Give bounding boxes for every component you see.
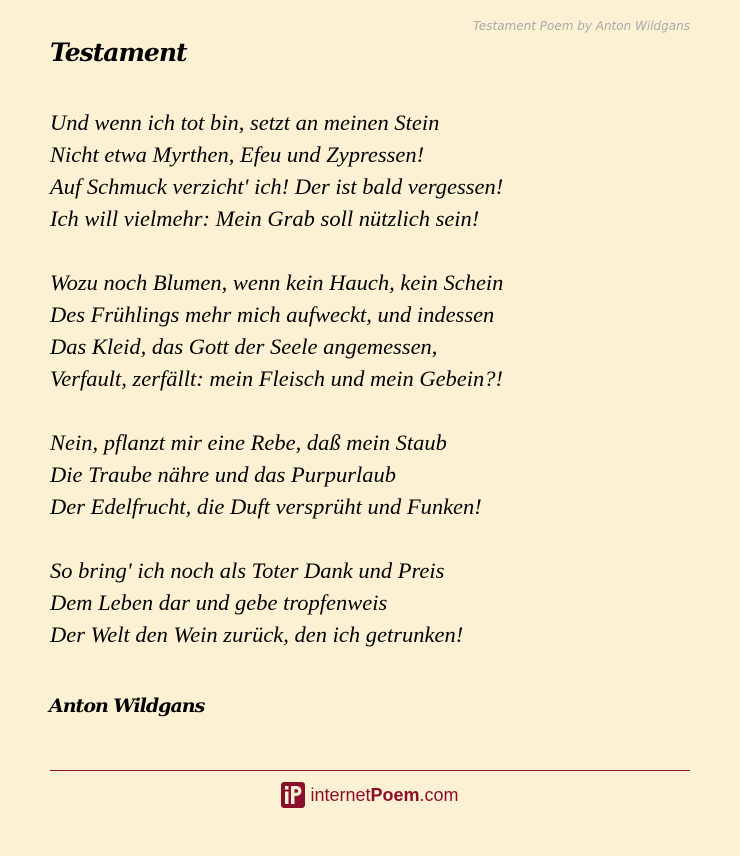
internetpoem-logo-icon (281, 782, 305, 808)
poem-author: Anton Wildgans (49, 695, 205, 717)
poem-line: Des Frühlings mehr mich aufweckt, und indessen (50, 302, 495, 327)
brand-name (310, 785, 458, 806)
poem-line: Nicht etwa Myrthen, Efeu und Zypressen! (50, 142, 425, 167)
footer-divider (50, 770, 690, 771)
poem-line: Verfault, zerfällt: mein Fleisch und mein Gebein?! (50, 366, 504, 391)
poem-body (50, 107, 503, 651)
header-credit: Testament Poem by Anton Wildgans (473, 19, 690, 33)
poem-line: Nein, pflanzt mir eine Rebe, daß mein Staub (50, 430, 447, 455)
stanza-2 (50, 267, 503, 395)
poem-line: Auf Schmuck verzicht' ich! Der ist bald vergessen! (50, 174, 504, 199)
poem-line: Der Welt den Wein zurück, den ich getrunken! (50, 622, 464, 647)
poem-line: Die Traube nähre und das Purpurlaub (50, 462, 397, 487)
stanza-3 (50, 427, 503, 523)
brand-prefix: internet (310, 784, 371, 805)
brand-suffix: .com (419, 784, 459, 805)
poem-line: Der Edelfrucht, die Duft versprüht und Funken! (50, 494, 482, 519)
footer-brand-link[interactable] (0, 782, 740, 808)
poem-line: So bring' ich noch als Toter Dank und Preis (50, 558, 445, 583)
poem-line: Das Kleid, das Gott der Seele angemessen, (50, 334, 438, 359)
poem-line: Und wenn ich tot bin, setzt an meinen Stein (50, 110, 440, 135)
poem-title: Testament (50, 38, 187, 67)
stanza-1 (50, 107, 503, 235)
stanza-4 (50, 555, 503, 651)
poem-line: Ich will vielmehr: Mein Grab soll nützlich sein! (50, 206, 480, 231)
brand-bold: Poem (370, 784, 420, 805)
poem-line: Wozu noch Blumen, wenn kein Hauch, kein Schein (50, 270, 504, 295)
poem-line: Dem Leben dar und gebe tropfenweis (50, 590, 388, 615)
